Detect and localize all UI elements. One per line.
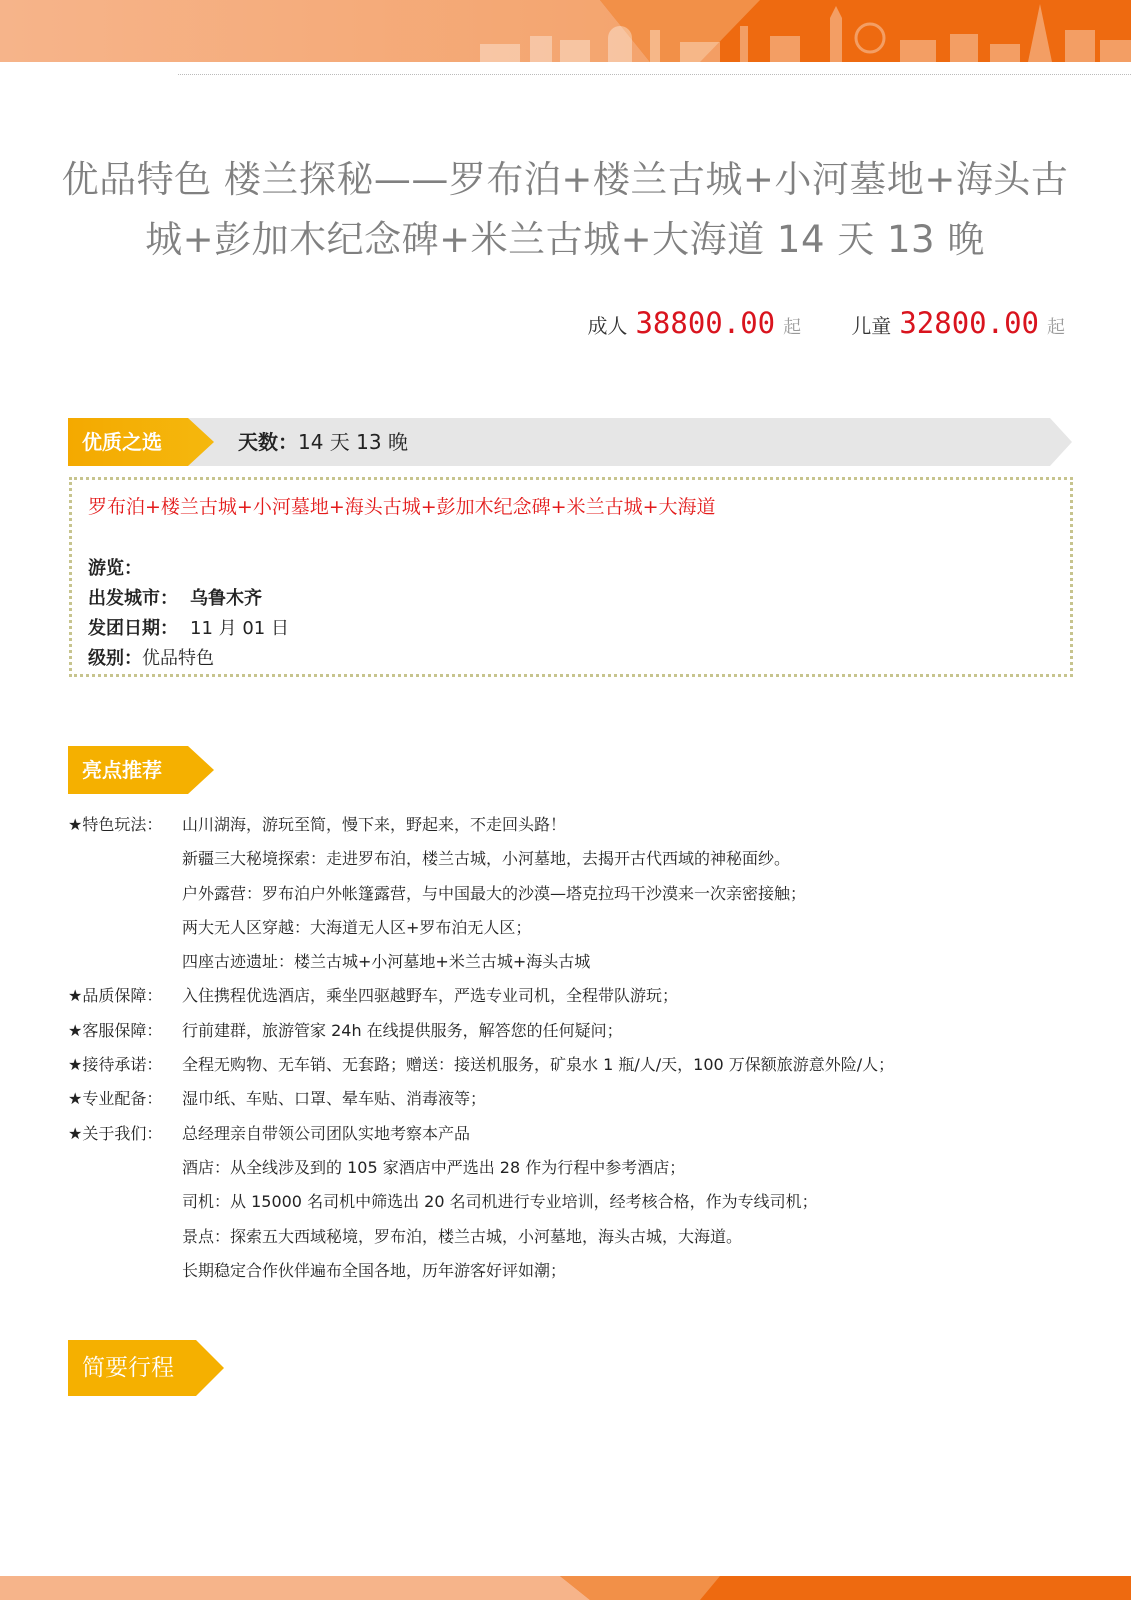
quality-tag: 优质之选 [82, 430, 162, 454]
itinerary-tag [68, 1340, 224, 1388]
title-line-2: 城+彭加木纪念碑+米兰古城+大海道 14 天 13 晚 [145, 218, 985, 261]
footer-band [0, 1576, 1131, 1600]
adult-price-suffix: 起 [783, 317, 802, 338]
level-label: 级别： [88, 648, 142, 669]
list-item: 景点：探索五大西域秘境，罗布泊，楼兰古城，小河墓地，海头古城，大海道。 [182, 1226, 743, 1246]
depart-city-label: 出发城市： [88, 588, 178, 609]
days-value: 14 天 13 晚 [298, 430, 408, 454]
list-item: 户外露营：罗布泊户外帐篷露营，与中国最大的沙漠—塔克拉玛干沙漠来一次亲密接触； [182, 883, 807, 903]
header-banner [0, 0, 1131, 62]
adult-price: 38800.00 [635, 306, 776, 340]
header-divider [178, 74, 1131, 75]
depart-date-label: 发团日期： [88, 618, 178, 639]
level-value: 优品特色 [142, 648, 214, 669]
itinerary-tag-label: 简要行程 [82, 1355, 174, 1381]
list-item: ★专业配备： 湿巾纸、车贴、口罩、晕车贴、消毒液等； [68, 1089, 487, 1109]
list-item: ★客服保障： 行前建群，旅游管家 24h 在线提供服务，解答您的任何疑问； [68, 1020, 623, 1040]
child-price-suffix: 起 [1047, 317, 1065, 338]
title-line-1: 优品特色 楼兰探秘——罗布泊+楼兰古城+小河墓地+海头古 [61, 158, 1069, 201]
days-bar [68, 418, 1072, 466]
days-info [238, 418, 408, 466]
route-text: 罗布泊+楼兰古城+小河墓地+海头古城+彭加木纪念碑+米兰古城+大海道 [88, 496, 716, 518]
adult-price-label: 成人 [587, 314, 628, 338]
list-item: ★接待承诺： 全程无购物、无车销、无套路；赠送：接送机服务，矿泉水 1 瓶/人/天，100 万保额旅游意外险/人； [68, 1055, 895, 1075]
highlights-list [68, 808, 894, 1288]
list-item: 两大无人区穿越：大海道无人区+罗布泊无人区； [182, 917, 532, 937]
child-price: 32800.00 [899, 306, 1039, 340]
list-item: ★特色玩法： 山川湖海，游玩至简，慢下来，野起来，不走回头路！ [68, 815, 567, 834]
list-item: 司机：从 15000 名司机中筛选出 20 名司机进行专业培训，经考核合格，作为专线司机； [182, 1192, 818, 1212]
child-price-label: 儿童 [851, 314, 892, 338]
tour-details [88, 554, 289, 674]
list-item: ★品质保障： 入住携程优选酒店，乘坐四驱越野车，严选专业司机，全程带队游玩； [68, 986, 679, 1006]
depart-date-value: 11 月 01 日 [190, 618, 289, 639]
tour-label: 游览： [88, 558, 142, 579]
depart-city-value: 乌鲁木齐 [190, 588, 262, 609]
list-item: 长期稳定合作伙伴遍布全国各地，历年游客好评如潮； [182, 1260, 567, 1280]
page-title [60, 150, 1070, 270]
price-row [587, 306, 1065, 340]
days-label: 天数： [238, 430, 298, 454]
list-item: ★关于我们： 总经理亲自带领公司团队实地考察本产品 [68, 1123, 471, 1143]
list-item: 酒店：从全线涉及到的 105 家酒店中严选出 28 作为行程中参考酒店； [182, 1157, 686, 1177]
highlights-tag-label: 亮点推荐 [82, 758, 162, 782]
highlights-tag [68, 746, 214, 794]
list-item: 四座古迹遗址：楼兰古城+小河墓地+米兰古城+海头古城 [182, 952, 591, 972]
tour-info-box [69, 477, 1073, 677]
list-item: 新疆三大秘境探索：走进罗布泊，楼兰古城，小河墓地，去揭开古代西域的神秘面纱。 [182, 849, 791, 869]
